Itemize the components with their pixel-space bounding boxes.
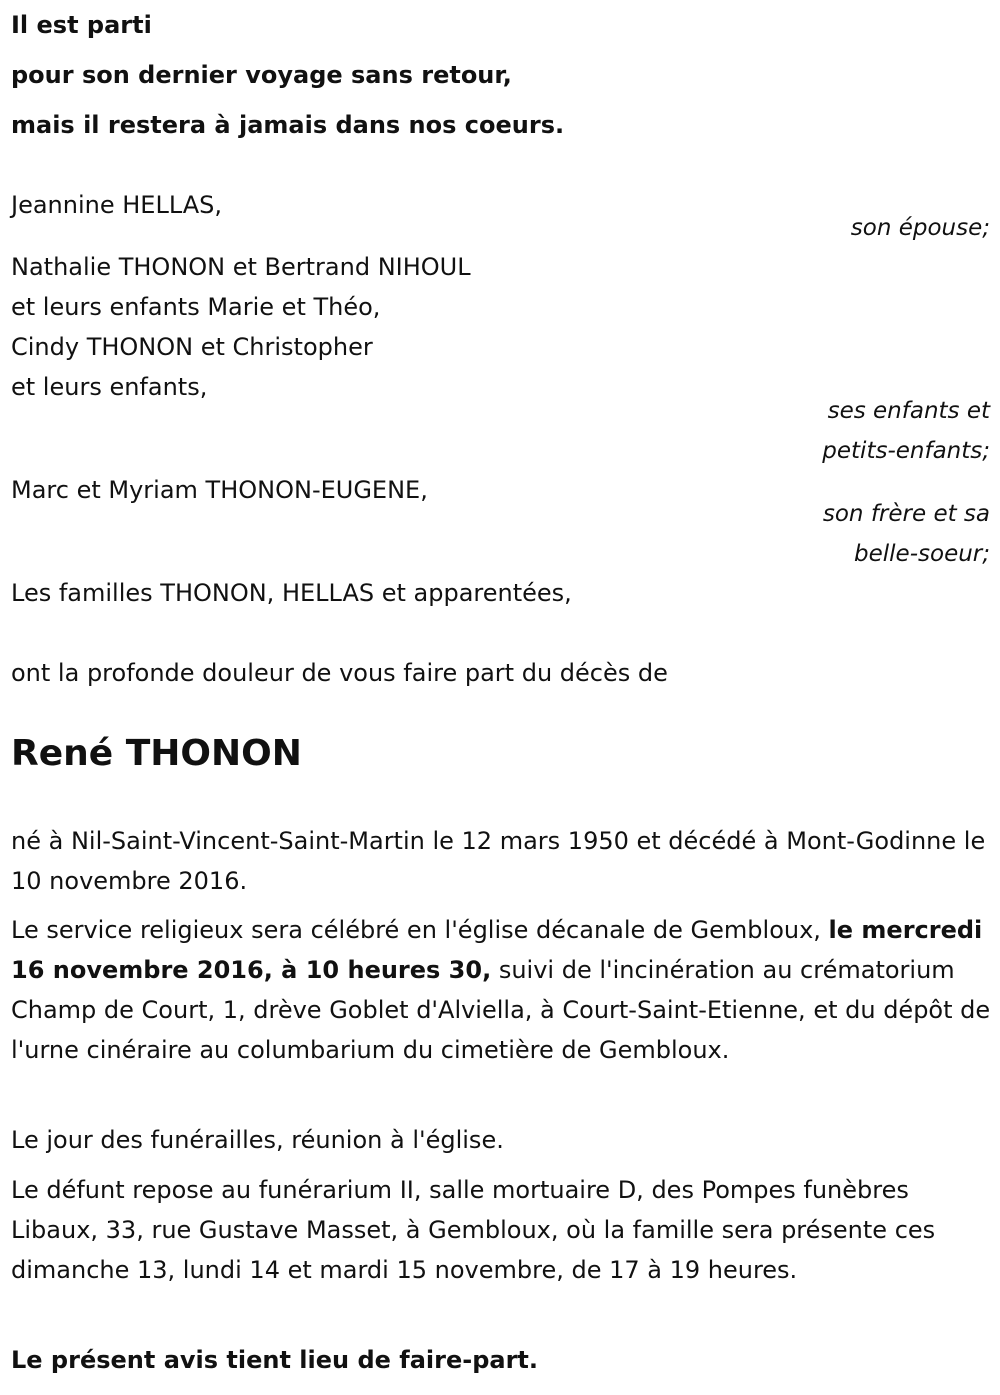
children-line-4: et leurs enfants, (11, 373, 208, 401)
repose-paragraph: Le défunt repose au funérarium II, salle mortuaire D, des Pompes funèbres Libaux, 33, rue Gustave Masset, à Gembloux, où la famille sera présente ces dimanche 13, lundi 14 et mardi 15 novembre, de 17 à 19 heures. (11, 1176, 936, 1284)
sibling-role-line-2: belle-soeur; (854, 541, 990, 567)
children-role-line-1: ses enfants et (827, 398, 990, 424)
service-paragraph (11, 910, 991, 1070)
intro-line-3: mais il restera à jamais dans nos coeurs. (11, 111, 565, 139)
intro-line-2: pour son dernier voyage sans retour, (11, 61, 512, 89)
spouse-role: son épouse; (850, 215, 990, 241)
service-text-before: Le service religieux sera célébré en l'église décanale de Gembloux, (11, 916, 829, 944)
birth-death-paragraph: né à Nil-Saint-Vincent-Saint-Martin le 12 mars 1950 et décédé à Mont-Godinne le 10 novembre 2016. (11, 827, 986, 895)
meeting-paragraph: Le jour des funérailles, réunion à l'église. (11, 1126, 504, 1154)
closing-line: Le présent avis tient lieu de faire-part. (11, 1346, 539, 1374)
service-text-after: suivi de l'incinération au crématorium Champ de Court, 1, drève Goblet d'Alviella, à Court-Saint-Etienne, et du dépôt de l'urne cinéraire au columbarium du cimetière de Gembloux. (11, 956, 991, 1064)
children-line-1: Nathalie THONON et Bertrand NIHOUL (11, 253, 471, 281)
families-line: Les familles THONON, HELLAS et apparentées, (11, 579, 572, 607)
intro-line-1: Il est parti (11, 11, 152, 39)
children-line-3: Cindy THONON et Christopher (11, 333, 373, 361)
spouse-name: Jeannine HELLAS, (11, 191, 223, 219)
service-date-time: le mercredi 16 novembre 2016, à 10 heures 30, (11, 916, 983, 984)
sibling-role-line-1: son frère et sa (822, 501, 990, 527)
deceased-name: René THONON (11, 733, 302, 774)
announcement: ont la profonde douleur de vous faire part du décès de (11, 659, 668, 687)
children-line-2: et leurs enfants Marie et Théo, (11, 293, 381, 321)
sibling-name: Marc et Myriam THONON-EUGENE, (11, 476, 428, 504)
children-role-line-2: petits-enfants; (822, 438, 990, 464)
